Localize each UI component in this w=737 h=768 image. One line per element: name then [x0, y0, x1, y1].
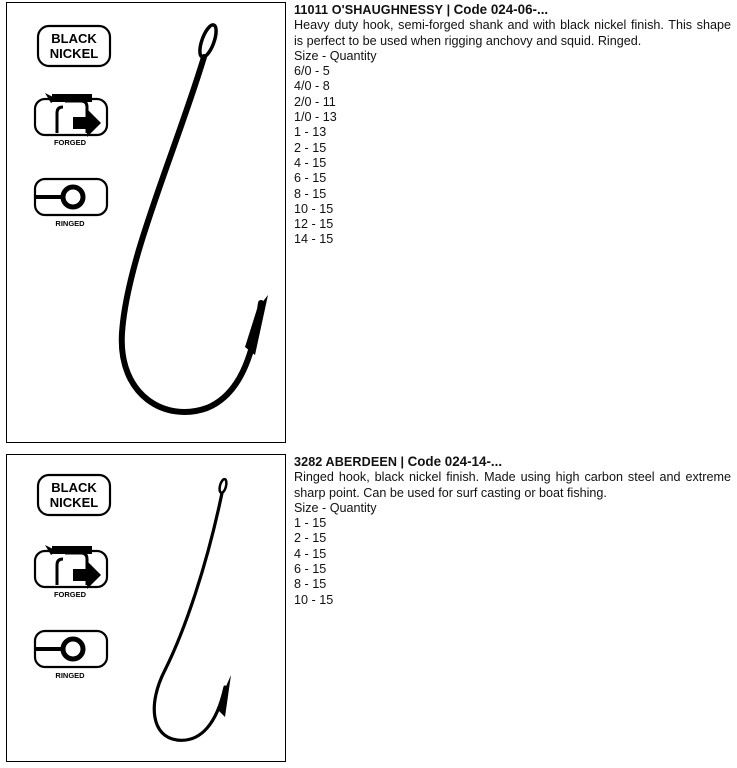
forged-icon	[35, 545, 107, 589]
size-item: 10 - 15	[294, 592, 334, 607]
product-name: 3282 ABERDEEN	[294, 455, 398, 469]
product-title	[294, 454, 731, 470]
product-code: Code 024-06-...	[453, 2, 549, 17]
title-separator: |	[400, 455, 405, 469]
black-nickel-badge	[38, 26, 110, 66]
product-description: Heavy duty hook, semi-forged shank and with black nickel finish. This shape is perfect to be used when rigging anchovy and squid. Ringed.	[294, 18, 731, 48]
product-image-panel	[6, 2, 286, 443]
size-item: 2 - 15	[294, 531, 327, 546]
size-item: 1 - 13	[294, 125, 327, 140]
size-item: 1 - 15	[294, 516, 327, 531]
badge-nickel-text: NICKEL	[49, 46, 99, 61]
size-item: 6 - 15	[294, 171, 327, 186]
product-info	[294, 454, 731, 608]
product-name: 11011 O'SHAUGHNESSY	[294, 3, 444, 17]
forged-label: FORGED	[53, 590, 87, 599]
badge-black-text: BLACK	[51, 31, 97, 46]
size-item: 4 - 15	[294, 155, 327, 170]
size-item: 8 - 15	[294, 577, 327, 592]
product-image-panel	[6, 454, 286, 762]
product-description: Ringed hook, black nickel finish. Made using high carbon steel and extreme sharp point. Can be used for surf casting or boat fishing.	[294, 470, 731, 500]
size-item: 2/0 - 11	[294, 94, 336, 109]
size-item: 14 - 15	[294, 232, 334, 247]
forged-icon	[35, 93, 107, 137]
size-item: 6 - 15	[294, 562, 327, 577]
size-item: 2 - 15	[294, 140, 327, 155]
hook-illustration	[122, 23, 268, 412]
badge-black-text: BLACK	[51, 480, 97, 495]
forged-label: FORGED	[53, 138, 87, 147]
size-quantity-header: Size - Quantity	[294, 48, 377, 63]
size-list	[294, 64, 731, 248]
size-item: 4/0 - 8	[294, 79, 330, 94]
hook-illustration	[154, 478, 231, 740]
product-info	[294, 2, 731, 248]
ringed-label: RINGED	[55, 671, 85, 680]
product-card-aberdeen	[0, 452, 737, 764]
badge-nickel-text: NICKEL	[49, 495, 99, 510]
product-illustration	[7, 3, 287, 444]
ringed-icon	[35, 179, 107, 215]
black-nickel-badge	[38, 475, 110, 515]
size-item: 1/0 - 13	[294, 110, 337, 125]
size-quantity-header: Size - Quantity	[294, 500, 377, 515]
product-illustration	[7, 455, 287, 763]
size-list	[294, 516, 731, 608]
title-separator: |	[446, 3, 451, 17]
size-item: 6/0 - 5	[294, 64, 330, 79]
ringed-label: RINGED	[55, 219, 85, 228]
size-item: 12 - 15	[294, 217, 334, 232]
product-title	[294, 2, 731, 18]
ringed-icon	[35, 631, 107, 667]
size-item: 10 - 15	[294, 201, 334, 216]
product-code: Code 024-14-...	[407, 454, 503, 469]
size-item: 8 - 15	[294, 186, 327, 201]
size-item: 4 - 15	[294, 546, 327, 561]
